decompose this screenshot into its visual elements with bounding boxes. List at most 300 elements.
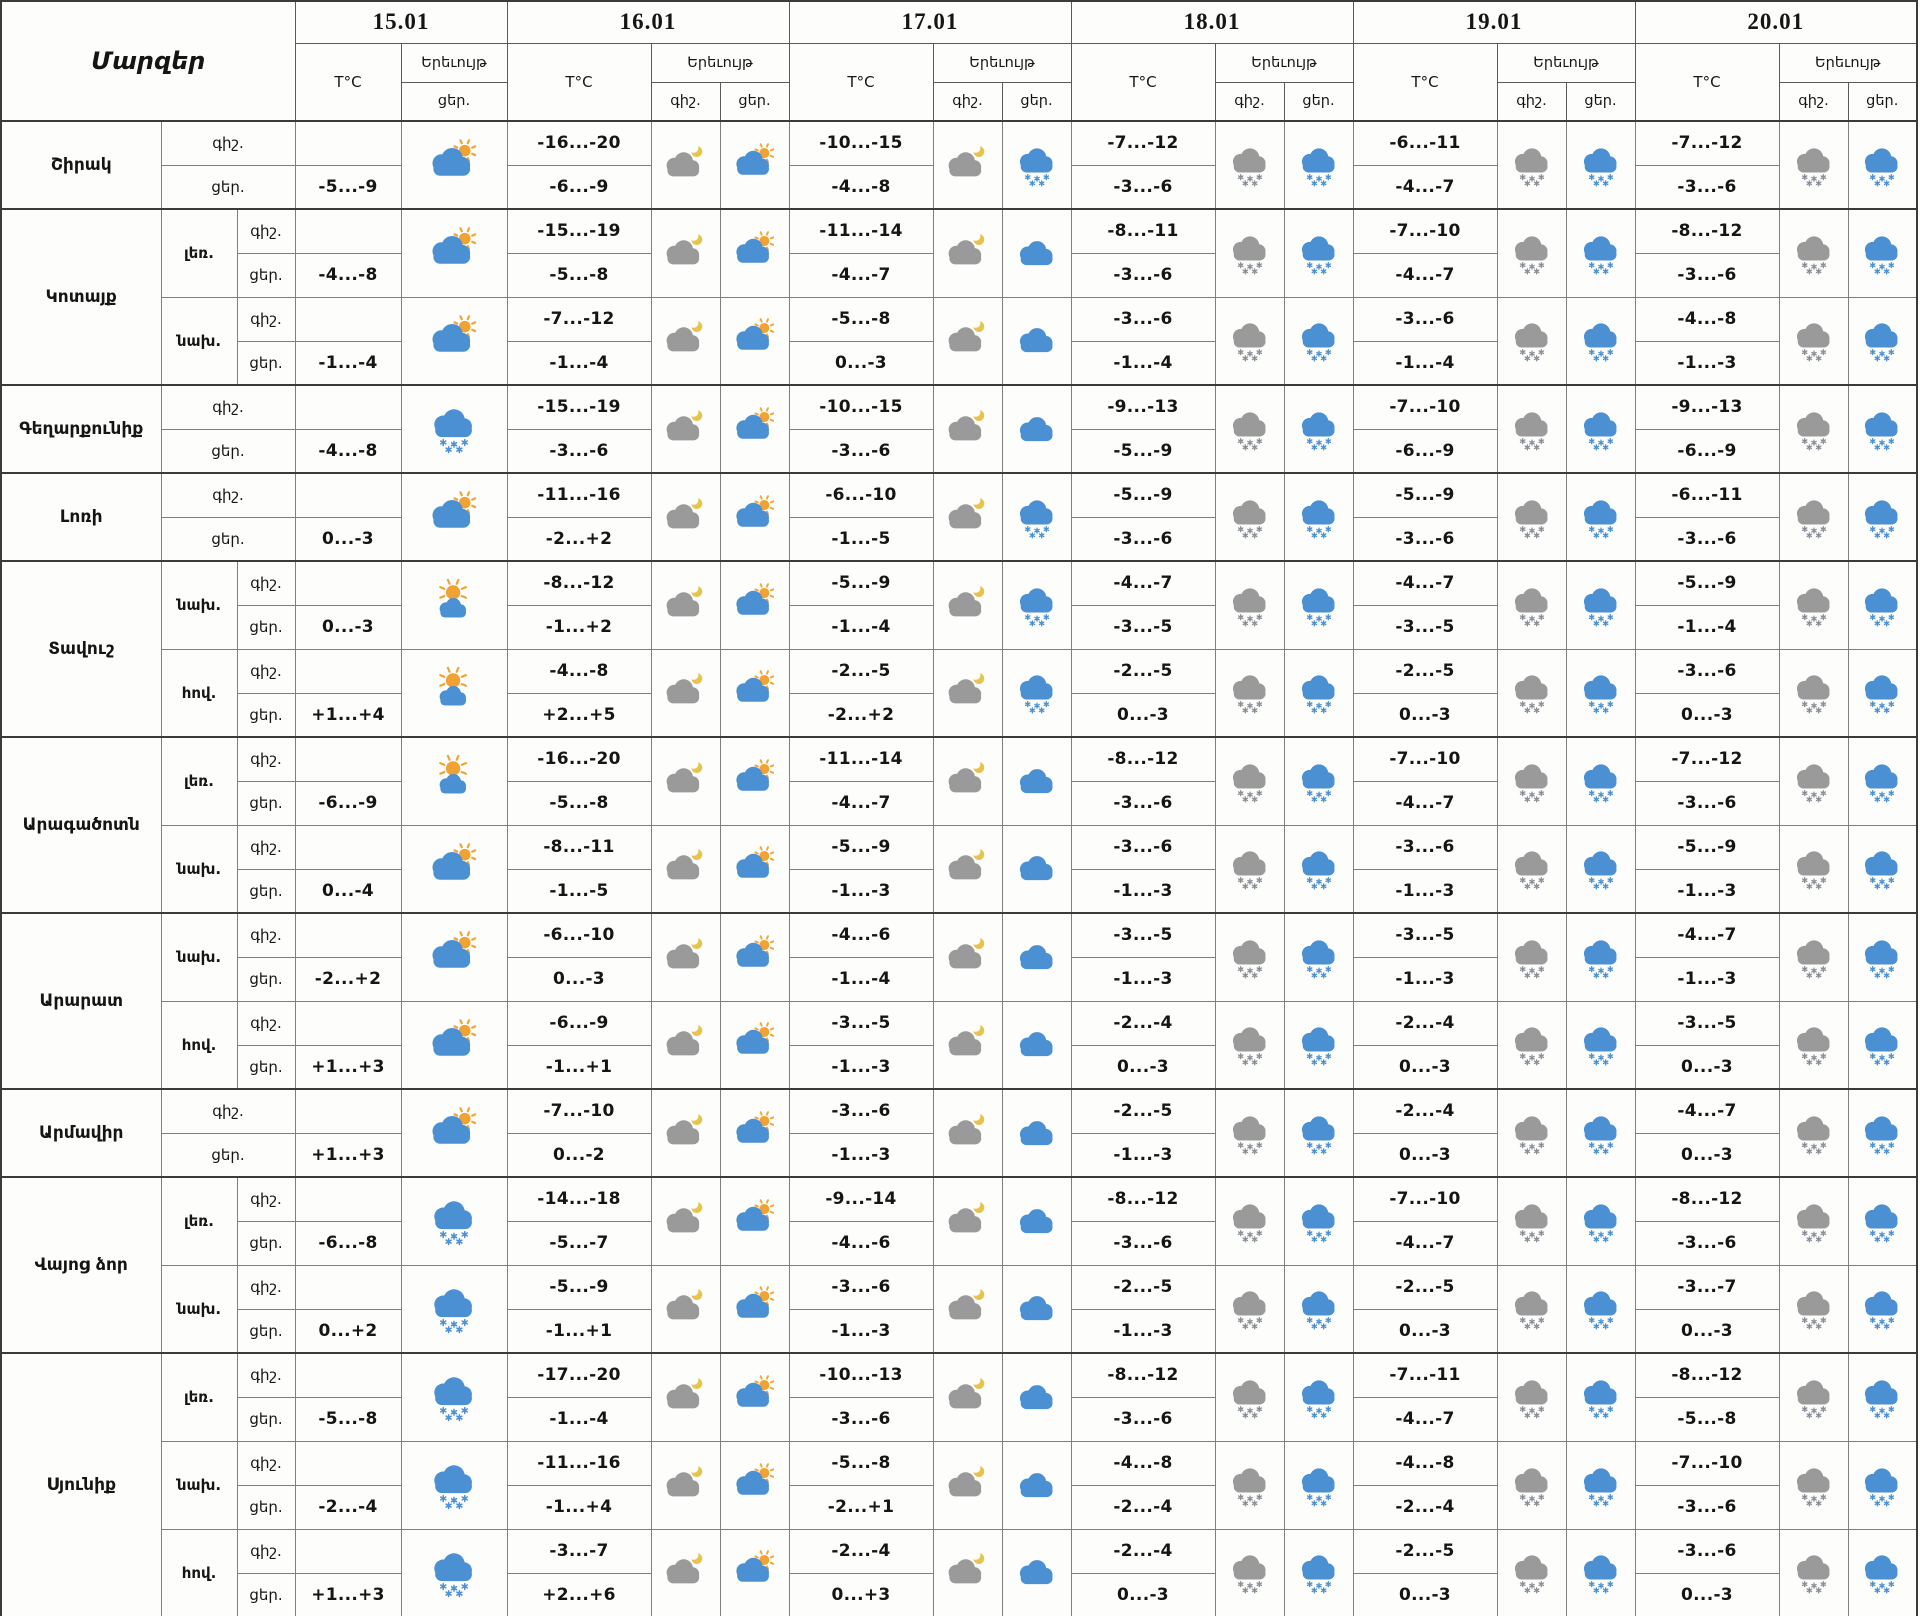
night-temp-cell: [295, 913, 401, 957]
night-phenomenon-cell: [1215, 913, 1284, 1001]
night-temp-cell: -2...-5: [1071, 1265, 1215, 1309]
temp-header: T°C: [789, 43, 933, 121]
night-temp-cell: -4...-8: [507, 649, 651, 693]
day-phenomenon-cell: [1284, 1529, 1353, 1616]
night-temp-cell: -3...-6: [1635, 649, 1779, 693]
day-phenomenon-cell: [1566, 385, 1635, 473]
night-label-cell: գիշ.: [237, 209, 295, 253]
day-phenomenon-cell: [1284, 385, 1353, 473]
snow-gray-icon: [1789, 1375, 1839, 1420]
snow-blue-icon: [1576, 935, 1626, 980]
day-temp-cell: -4...-8: [295, 429, 401, 473]
moon-cloud-icon: [661, 935, 711, 980]
night-label-cell: գիշ.: [237, 649, 295, 693]
snow-gray-icon: [1789, 846, 1839, 891]
night-phenomenon-cell: [1497, 737, 1566, 825]
night-phenomenon-cell: [651, 473, 720, 561]
day-temp-cell: -6...-9: [507, 165, 651, 209]
day-phenomenon-cell: [720, 1353, 789, 1441]
night-phenomenon-cell: [651, 1001, 720, 1089]
zone-label-cell: հով.: [161, 1529, 237, 1616]
cloud-icon: [1012, 759, 1062, 804]
snow-gray-icon: [1225, 1463, 1275, 1508]
snow-blue-icon: [1857, 231, 1907, 276]
night-phenomenon-cell: [1779, 209, 1848, 297]
snow-gray-icon: [1225, 1375, 1275, 1420]
night-temp-cell: [295, 825, 401, 869]
cloud-icon: [1012, 407, 1062, 452]
night-temp-cell: -5...-9: [1635, 825, 1779, 869]
region-name-cell: Արագածոտն: [1, 737, 161, 913]
night-phenomenon-cell: [651, 1529, 720, 1616]
day-phenomenon-cell: [720, 297, 789, 385]
day-temp-cell: -1...-3: [1071, 1309, 1215, 1353]
day-temp-cell: -4...-7: [789, 253, 933, 297]
moon-cloud-icon: [943, 583, 993, 628]
day-temp-cell: -1...-4: [507, 1397, 651, 1441]
moon-cloud-icon: [943, 231, 993, 276]
snow-gray-icon: [1507, 407, 1557, 452]
snow-blue-icon: [1294, 935, 1344, 980]
night-phenomenon-cell: [651, 561, 720, 649]
night-temp-cell: -8...-12: [1635, 1353, 1779, 1397]
night-phenomenon-cell: [933, 1353, 1002, 1441]
day-phenomenon-cell: [1002, 1353, 1071, 1441]
snow-blue-icon: [1576, 1022, 1626, 1067]
snow-gray-icon: [1789, 318, 1839, 363]
day-phenomenon-cell: [1002, 913, 1071, 1001]
day-phenomenon-cell: [1284, 1265, 1353, 1353]
day-temp-cell: -3...-6: [1635, 253, 1779, 297]
day-phenomenon-cell: [401, 1001, 507, 1089]
temp-header: T°C: [1071, 43, 1215, 121]
day-phenomenon-cell: [1284, 1441, 1353, 1529]
day-phenomenon-cell: [1002, 1529, 1071, 1616]
snow-gray-icon: [1789, 1022, 1839, 1067]
night-temp-cell: -17...-20: [507, 1353, 651, 1397]
day-label-cell: ցեր.: [237, 253, 295, 297]
day-phenomenon-cell: [1848, 913, 1917, 1001]
moon-cloud-icon: [943, 143, 993, 188]
sun-cloud-icon: [730, 1111, 780, 1156]
sunny-icon: [425, 667, 483, 719]
night-phenomenon-cell: [1779, 825, 1848, 913]
night-temp-cell: -14...-18: [507, 1177, 651, 1221]
cloud-icon: [1012, 1550, 1062, 1595]
day-temp-cell: -1...-4: [789, 605, 933, 649]
night-temp-cell: -6...-10: [789, 473, 933, 517]
date-header-20: 20.01: [1635, 1, 1917, 43]
snow-gray-icon: [1789, 495, 1839, 540]
night-row: [1, 737, 1917, 781]
day-label-cell: ցեր.: [161, 165, 295, 209]
night-temp-cell: -3...-6: [1353, 297, 1497, 341]
night-phenomenon-cell: [1215, 1353, 1284, 1441]
snow-blue-icon: [1294, 1463, 1344, 1508]
date-header-19: 19.01: [1353, 1, 1635, 43]
snow-gray-icon: [1225, 1022, 1275, 1067]
night-phenomenon-cell: [1779, 1441, 1848, 1529]
night-temp-cell: -7...-12: [1635, 737, 1779, 781]
night-temp-cell: -4...-6: [789, 913, 933, 957]
night-temp-cell: -8...-12: [1071, 737, 1215, 781]
day-temp-cell: -3...-6: [1635, 1221, 1779, 1265]
day-temp-cell: 0...-4: [295, 869, 401, 913]
day-phenomenon-cell: [401, 825, 507, 913]
moon-cloud-icon: [661, 1199, 711, 1244]
snow-gray-icon: [1789, 1111, 1839, 1156]
snow-gray-icon: [1225, 495, 1275, 540]
night-label-cell: գիշ.: [161, 1089, 295, 1133]
snow-blue-icon: [425, 1195, 483, 1247]
day-header: ցեր.: [401, 82, 507, 121]
day-temp-cell: -5...-7: [507, 1221, 651, 1265]
night-phenomenon-cell: [933, 913, 1002, 1001]
sun-cloud-icon: [730, 1375, 780, 1420]
day-phenomenon-cell: [1284, 473, 1353, 561]
night-phenomenon-cell: [651, 1177, 720, 1265]
snow-blue-icon: [1576, 495, 1626, 540]
day-temp-cell: -5...-8: [507, 781, 651, 825]
day-temp-cell: 0...-3: [295, 605, 401, 649]
day-temp-cell: -1...+1: [507, 1045, 651, 1089]
night-temp-cell: -7...-10: [1353, 737, 1497, 781]
night-label-cell: գիշ.: [237, 1265, 295, 1309]
region-name-cell: Տավուշ: [1, 561, 161, 737]
moon-cloud-icon: [943, 935, 993, 980]
night-temp-cell: -2...-5: [1353, 1265, 1497, 1309]
night-phenomenon-cell: [1215, 825, 1284, 913]
day-temp-cell: -4...-7: [1353, 1397, 1497, 1441]
day-temp-cell: -1...-4: [507, 341, 651, 385]
snow-blue-icon: [425, 1283, 483, 1335]
night-row: [1, 649, 1917, 693]
day-label-cell: ցեր.: [237, 1573, 295, 1616]
night-temp-cell: -3...-6: [789, 1089, 933, 1133]
night-phenomenon-cell: [1779, 1529, 1848, 1616]
day-temp-cell: +1...+3: [295, 1133, 401, 1177]
snow-gray-icon: [1507, 318, 1557, 363]
snow-blue-icon: [1576, 231, 1626, 276]
sun-cloud-icon: [730, 407, 780, 452]
night-row: [1, 1353, 1917, 1397]
day-phenomenon-cell: [1002, 1441, 1071, 1529]
day-temp-cell: -1...-5: [789, 517, 933, 561]
night-phenomenon-cell: [1215, 1265, 1284, 1353]
day-phenomenon-cell: [720, 825, 789, 913]
day-temp-cell: -1...-3: [789, 1045, 933, 1089]
night-temp-cell: [295, 1089, 401, 1133]
day-temp-cell: -2...+1: [789, 1485, 933, 1529]
night-temp-cell: -10...-15: [789, 385, 933, 429]
day-label-cell: ցեր.: [237, 1045, 295, 1089]
day-phenomenon-cell: [1002, 385, 1071, 473]
day-phenomenon-cell: [1284, 561, 1353, 649]
snow-blue-icon: [1576, 1463, 1626, 1508]
snow-blue-icon: [1576, 670, 1626, 715]
night-temp-cell: -6...-11: [1353, 121, 1497, 165]
day-phenomenon-cell: [720, 473, 789, 561]
day-phenomenon-cell: [401, 385, 507, 473]
snow-gray-icon: [1507, 670, 1557, 715]
night-temp-cell: -5...-8: [789, 1441, 933, 1485]
night-temp-cell: -2...-5: [1353, 1529, 1497, 1573]
day-temp-cell: -5...-8: [295, 1397, 401, 1441]
day-temp-cell: -4...-7: [789, 781, 933, 825]
moon-cloud-icon: [943, 1286, 993, 1331]
regions-header: Մարզեր: [1, 1, 295, 121]
day-temp-cell: -1...-3: [1071, 1133, 1215, 1177]
day-header: ցեր.: [1002, 82, 1071, 121]
night-phenomenon-cell: [1497, 825, 1566, 913]
night-temp-cell: -5...-9: [789, 561, 933, 605]
sun-cloud-icon: [730, 231, 780, 276]
snow-blue-icon: [425, 1371, 483, 1423]
phenomenon-header: Երեւույթ: [933, 43, 1071, 82]
night-phenomenon-cell: [1779, 473, 1848, 561]
day-temp-cell: -3...-6: [1071, 253, 1215, 297]
night-temp-cell: -6...-9: [507, 1001, 651, 1045]
phenomenon-header: Երեւույթ: [1779, 43, 1917, 82]
moon-cloud-icon: [661, 1022, 711, 1067]
snow-gray-icon: [1507, 1375, 1557, 1420]
sun-cloud-icon: [425, 139, 483, 191]
day-phenomenon-cell: [1284, 297, 1353, 385]
night-temp-cell: -2...-4: [789, 1529, 933, 1573]
snow-gray-icon: [1789, 143, 1839, 188]
night-temp-cell: -4...-8: [1353, 1441, 1497, 1485]
region-name-cell: Արարատ: [1, 913, 161, 1089]
snow-blue-icon: [1012, 670, 1062, 715]
day-temp-cell: -6...-9: [1635, 429, 1779, 473]
night-temp-cell: [295, 385, 401, 429]
day-label-cell: ցեր.: [237, 693, 295, 737]
date-header-18: 18.01: [1071, 1, 1353, 43]
night-phenomenon-cell: [933, 473, 1002, 561]
snow-gray-icon: [1507, 143, 1557, 188]
night-row: [1, 473, 1917, 517]
night-temp-cell: [295, 209, 401, 253]
night-temp-cell: [295, 737, 401, 781]
day-phenomenon-cell: [1002, 1001, 1071, 1089]
day-phenomenon-cell: [720, 1441, 789, 1529]
snow-blue-icon: [1294, 1022, 1344, 1067]
night-temp-cell: -7...-10: [1353, 385, 1497, 429]
night-temp-cell: -4...-8: [1071, 1441, 1215, 1485]
day-phenomenon-cell: [1002, 825, 1071, 913]
day-phenomenon-cell: [1284, 737, 1353, 825]
snow-blue-icon: [1857, 846, 1907, 891]
day-temp-cell: -1...-3: [1353, 957, 1497, 1001]
snow-gray-icon: [1225, 407, 1275, 452]
night-temp-cell: -8...-12: [1071, 1353, 1215, 1397]
day-phenomenon-cell: [1566, 649, 1635, 737]
snow-blue-icon: [1857, 1375, 1907, 1420]
day-temp-cell: -3...-6: [1071, 781, 1215, 825]
moon-cloud-icon: [943, 495, 993, 540]
day-label-cell: ցեր.: [237, 1485, 295, 1529]
day-temp-cell: 0...-3: [1071, 1573, 1215, 1616]
day-phenomenon-cell: [1848, 1001, 1917, 1089]
snow-gray-icon: [1225, 1199, 1275, 1244]
snow-gray-icon: [1225, 1550, 1275, 1595]
moon-cloud-icon: [943, 1199, 993, 1244]
day-temp-cell: -1...+4: [507, 1485, 651, 1529]
snow-blue-icon: [1857, 1199, 1907, 1244]
night-row: [1, 297, 1917, 341]
night-row: [1, 1089, 1917, 1133]
night-temp-cell: -7...-10: [507, 1089, 651, 1133]
night-label-cell: գիշ.: [237, 1441, 295, 1485]
night-temp-cell: -4...-8: [1635, 297, 1779, 341]
night-temp-cell: -8...-11: [507, 825, 651, 869]
day-phenomenon-cell: [1566, 121, 1635, 209]
phenomenon-header: Երեւույթ: [401, 43, 507, 82]
moon-cloud-icon: [661, 1463, 711, 1508]
day-temp-cell: -2...-4: [1071, 1485, 1215, 1529]
snow-blue-icon: [1857, 407, 1907, 452]
night-phenomenon-cell: [1215, 121, 1284, 209]
date-header-16: 16.01: [507, 1, 789, 43]
night-phenomenon-cell: [933, 297, 1002, 385]
snow-gray-icon: [1225, 143, 1275, 188]
day-phenomenon-cell: [401, 473, 507, 561]
night-temp-cell: -3...-6: [1353, 825, 1497, 869]
region-name-cell: Սյունիք: [1, 1353, 161, 1616]
day-temp-cell: -1...-4: [789, 957, 933, 1001]
day-temp-cell: -1...-3: [789, 1309, 933, 1353]
day-phenomenon-cell: [1002, 121, 1071, 209]
day-phenomenon-cell: [401, 1089, 507, 1177]
snow-blue-icon: [425, 1459, 483, 1511]
night-temp-cell: -8...-12: [1071, 1177, 1215, 1221]
sun-cloud-icon: [730, 1199, 780, 1244]
night-temp-cell: -2...-4: [1071, 1529, 1215, 1573]
day-temp-cell: -3...-6: [1635, 517, 1779, 561]
night-phenomenon-cell: [1215, 1001, 1284, 1089]
sun-cloud-icon: [425, 931, 483, 983]
night-label-cell: գիշ.: [237, 825, 295, 869]
day-temp-cell: 0...-3: [789, 341, 933, 385]
night-phenomenon-cell: [1215, 385, 1284, 473]
day-temp-cell: -1...-3: [789, 869, 933, 913]
day-phenomenon-cell: [1284, 1001, 1353, 1089]
day-temp-cell: 0...-3: [1635, 1045, 1779, 1089]
day-header: ցեր.: [1848, 82, 1917, 121]
day-phenomenon-cell: [1848, 825, 1917, 913]
day-phenomenon-cell: [1848, 649, 1917, 737]
day-temp-cell: -1...-3: [1635, 957, 1779, 1001]
sun-cloud-icon: [425, 1019, 483, 1071]
zone-label-cell: լեռ.: [161, 1177, 237, 1265]
night-row: [1, 825, 1917, 869]
night-phenomenon-cell: [933, 209, 1002, 297]
sun-cloud-icon: [730, 1286, 780, 1331]
day-temp-cell: -3...-6: [789, 1397, 933, 1441]
day-phenomenon-cell: [1284, 1353, 1353, 1441]
day-phenomenon-cell: [401, 1441, 507, 1529]
moon-cloud-icon: [661, 1375, 711, 1420]
night-temp-cell: -2...-5: [1071, 649, 1215, 693]
sunny-icon: [425, 579, 483, 631]
day-temp-cell: -4...-7: [1353, 781, 1497, 825]
night-temp-cell: -10...-13: [789, 1353, 933, 1397]
night-temp-cell: -5...-9: [1071, 473, 1215, 517]
moon-cloud-icon: [943, 318, 993, 363]
night-phenomenon-cell: [933, 1529, 1002, 1616]
day-phenomenon-cell: [1284, 121, 1353, 209]
snow-blue-icon: [1294, 231, 1344, 276]
snow-gray-icon: [1507, 1463, 1557, 1508]
night-row: [1, 385, 1917, 429]
day-temp-cell: -1...-3: [1635, 341, 1779, 385]
night-phenomenon-cell: [651, 825, 720, 913]
night-phenomenon-cell: [1779, 1089, 1848, 1177]
region-name-cell: Արմավիր: [1, 1089, 161, 1177]
day-phenomenon-cell: [720, 121, 789, 209]
day-temp-cell: -2...+2: [507, 517, 651, 561]
day-phenomenon-cell: [1002, 649, 1071, 737]
night-temp-cell: [295, 649, 401, 693]
date-header-17: 17.01: [789, 1, 1071, 43]
snow-blue-icon: [425, 1547, 483, 1599]
day-temp-cell: -1...-3: [789, 1133, 933, 1177]
snow-gray-icon: [1225, 670, 1275, 715]
day-temp-cell: -6...-8: [295, 1221, 401, 1265]
night-phenomenon-cell: [933, 1265, 1002, 1353]
cloud-icon: [1012, 1111, 1062, 1156]
night-temp-cell: [295, 473, 401, 517]
snow-blue-icon: [1857, 1550, 1907, 1595]
night-temp-cell: -5...-9: [1635, 561, 1779, 605]
day-phenomenon-cell: [1566, 473, 1635, 561]
night-phenomenon-cell: [1215, 1089, 1284, 1177]
night-phenomenon-cell: [651, 297, 720, 385]
day-temp-cell: 0...-3: [1353, 1133, 1497, 1177]
night-temp-cell: -8...-12: [1635, 1177, 1779, 1221]
snow-gray-icon: [1789, 583, 1839, 628]
cloud-icon: [1012, 1286, 1062, 1331]
night-phenomenon-cell: [1215, 737, 1284, 825]
day-phenomenon-cell: [1284, 1177, 1353, 1265]
snow-gray-icon: [1507, 583, 1557, 628]
night-phenomenon-cell: [1215, 561, 1284, 649]
day-temp-cell: -1...-4: [1071, 341, 1215, 385]
snow-blue-icon: [1576, 759, 1626, 804]
day-phenomenon-cell: [1284, 1089, 1353, 1177]
night-temp-cell: [295, 121, 401, 165]
day-temp-cell: -4...-7: [1353, 1221, 1497, 1265]
day-temp-cell: -2...-4: [295, 1485, 401, 1529]
moon-cloud-icon: [661, 670, 711, 715]
day-phenomenon-cell: [720, 1001, 789, 1089]
night-temp-cell: -7...-10: [1635, 1441, 1779, 1485]
moon-cloud-icon: [943, 1550, 993, 1595]
snow-gray-icon: [1507, 759, 1557, 804]
day-temp-cell: -6...-9: [295, 781, 401, 825]
day-temp-cell: 0...-3: [1635, 1573, 1779, 1616]
day-temp-cell: -2...+2: [789, 693, 933, 737]
day-temp-cell: +1...+4: [295, 693, 401, 737]
night-phenomenon-cell: [933, 1001, 1002, 1089]
night-phenomenon-cell: [1497, 1529, 1566, 1616]
day-temp-cell: -3...-6: [1071, 517, 1215, 561]
day-temp-cell: 0...-3: [1071, 1045, 1215, 1089]
night-phenomenon-cell: [1779, 913, 1848, 1001]
snow-blue-icon: [1294, 407, 1344, 452]
night-temp-cell: -3...-5: [1635, 1001, 1779, 1045]
night-label-cell: գիշ.: [237, 1529, 295, 1573]
